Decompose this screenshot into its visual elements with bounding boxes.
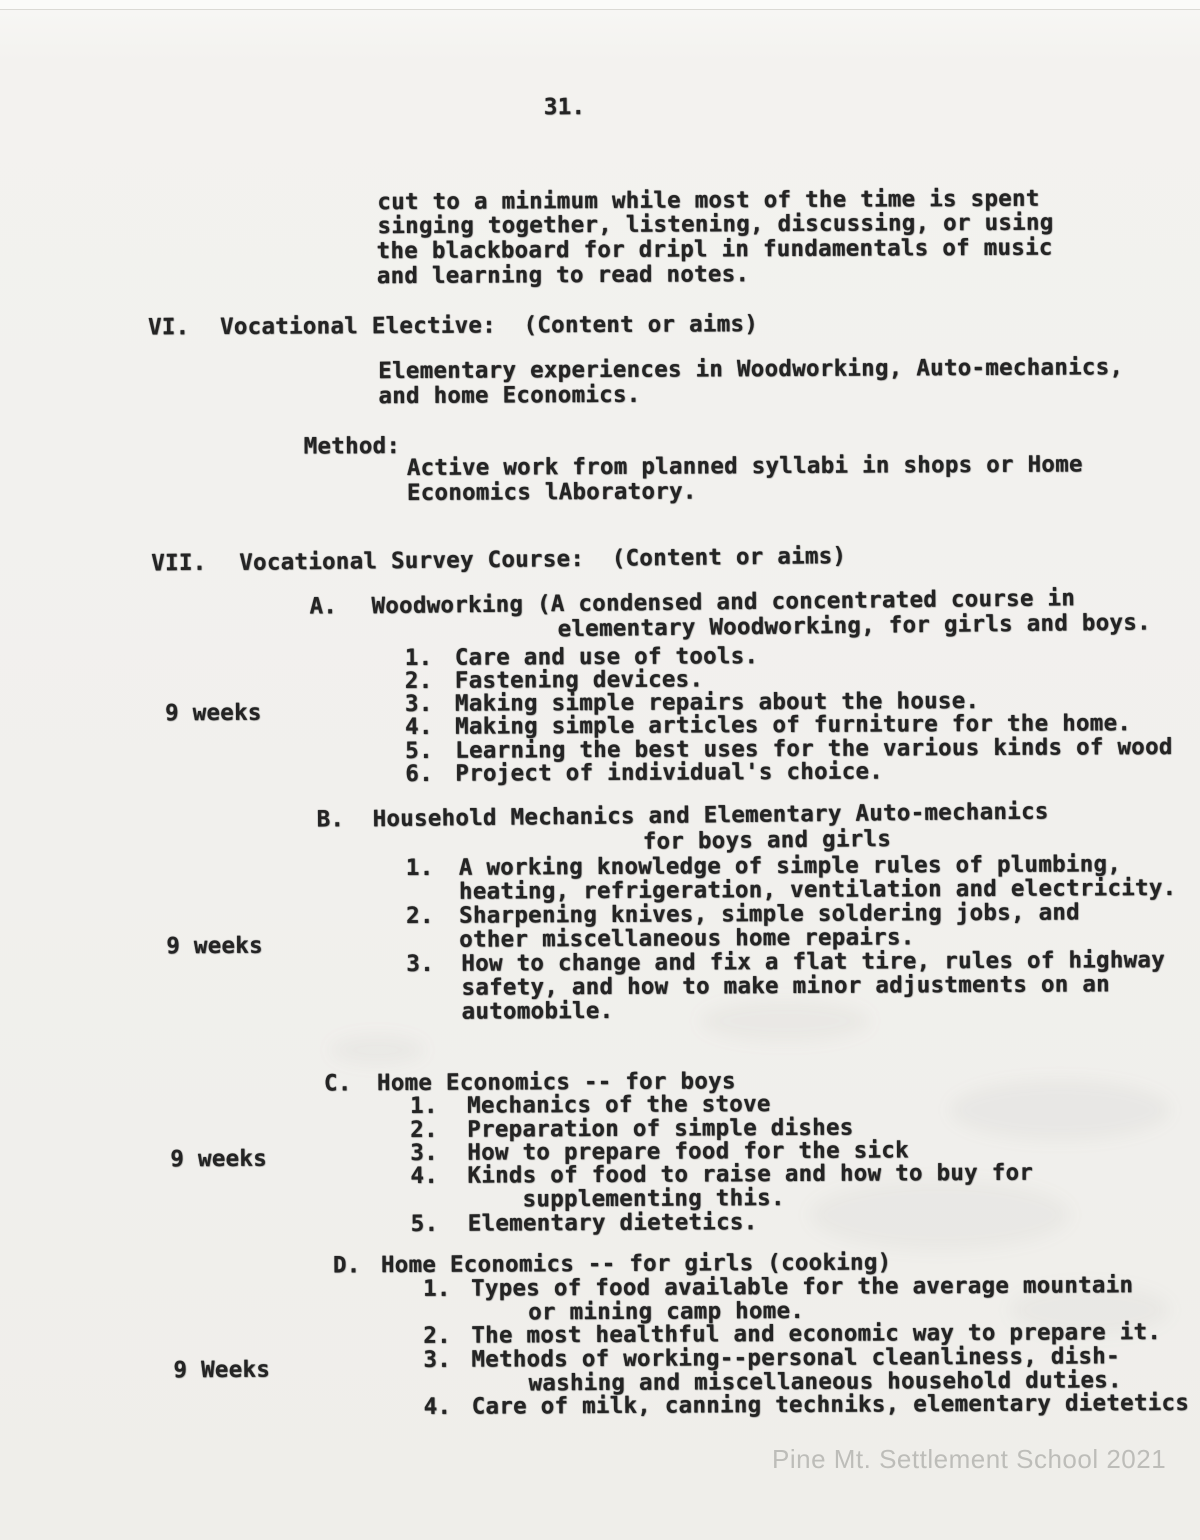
- c-item-4-line-1: Kinds of food to raise and how to buy for: [467, 1159, 1034, 1189]
- c-item-5: Elementary dietetics.: [467, 1209, 758, 1237]
- a-item-4-num: 4.: [405, 713, 433, 741]
- section-vi-numeral: VI.: [147, 314, 190, 341]
- d-item-4: Care of milk, canning techniks, elementary dietetics: [471, 1389, 1190, 1420]
- duration-a: 9 weeks: [164, 699, 262, 727]
- a-item-5-num: 5.: [405, 737, 433, 765]
- subsection-b-heading-2: for boys and girls: [642, 825, 892, 855]
- section-vii-title: Vocational Survey Course: (Content or aims): [239, 543, 847, 576]
- watermark: Pine Mt. Settlement School 2021: [772, 1444, 1167, 1474]
- b-item-1-line-1: A working knowledge of simple rules of plumbing,: [458, 851, 1122, 881]
- subsection-b-heading-1: Household Mechanics and Elementary Auto-mechanics: [372, 798, 1049, 833]
- duration-d: 9 Weeks: [173, 1356, 271, 1384]
- method-line-2: Economics lAboratory.: [406, 478, 697, 507]
- subsection-a-heading-1: Woodworking (A condensed and concentrated course in: [371, 585, 1076, 620]
- a-item-1-num: 1.: [404, 644, 433, 672]
- subsection-d-heading: Home Economics -- for girls (cooking): [380, 1249, 892, 1279]
- c-item-1-num: 1.: [410, 1092, 438, 1119]
- b-item-3-num: 3.: [406, 950, 435, 978]
- d-item-2: The most healthful and economic way to prepare it.: [471, 1319, 1162, 1349]
- c-item-4-num: 4.: [410, 1162, 439, 1189]
- intro-line-1: cut to a minimum while most of the time is spent: [377, 185, 1040, 216]
- a-item-6-num: 6.: [405, 760, 434, 788]
- c-item-1: Mechanics of the stove: [467, 1091, 771, 1119]
- c-item-3: How to prepare food for the sick: [467, 1137, 909, 1166]
- a-item-4: Making simple articles of furniture for the home.: [455, 710, 1132, 740]
- b-item-3-line-3: automobile.: [461, 997, 614, 1025]
- a-item-2-num: 2.: [404, 667, 433, 695]
- d-item-3-line-1: Methods of working--personal cleanliness, dish-: [471, 1343, 1120, 1373]
- b-item-2-line-2: other miscellaneous home repairs.: [459, 924, 915, 953]
- c-item-4-line-2: supplementing this.: [522, 1185, 785, 1213]
- b-item-3-line-1: How to change and fix a flat tire, rules of highway: [461, 947, 1166, 977]
- intro-line-4: and learning to read notes.: [376, 261, 750, 290]
- method-label: Method:: [303, 433, 401, 460]
- d-item-4-num: 4.: [423, 1393, 452, 1420]
- subsection-d-letter: D.: [332, 1252, 361, 1279]
- c-item-2-num: 2.: [410, 1116, 438, 1143]
- section-vii-numeral: VII.: [151, 549, 207, 577]
- subsection-c-heading: Home Economics -- for boys: [376, 1068, 736, 1097]
- intro-line-2: singing together, listening, discussing, or using: [377, 209, 1054, 240]
- c-item-3-num: 3.: [410, 1139, 439, 1166]
- a-item-1: Care and use of tools.: [454, 643, 759, 671]
- b-item-1-num: 1.: [405, 854, 434, 882]
- b-item-2-num: 2.: [406, 902, 434, 930]
- subsection-a-letter: A.: [309, 593, 338, 620]
- a-item-6: Project of individual's choice.: [455, 758, 884, 787]
- c-item-5-num: 5.: [410, 1210, 439, 1237]
- c-item-2: Preparation of simple dishes: [467, 1114, 854, 1143]
- subsection-c-letter: C.: [323, 1070, 352, 1097]
- subsection-a-heading-2: elementary Woodworking, for girls and boys.: [557, 609, 1151, 643]
- a-item-3: Making simple repairs about the house.: [454, 688, 980, 717]
- b-item-1-line-2: heating, refrigeration, ventilation and electricity.: [458, 874, 1177, 905]
- duration-c: 9 weeks: [170, 1145, 268, 1173]
- d-item-3-line-2: washing and miscellaneous household duties.: [528, 1367, 1122, 1397]
- a-item-2: Fastening devices.: [454, 666, 704, 694]
- duration-b: 9 weeks: [166, 932, 263, 960]
- d-item-1-num: 1.: [423, 1275, 451, 1302]
- section-vi-body-1: Elementary experiences in Woodworking, Auto-mechanics,: [378, 354, 1124, 385]
- method-line-1: Active work from planned syllabi in shops or Home: [406, 451, 1083, 482]
- section-vi-body-2: and home Economics.: [378, 381, 641, 410]
- section-vi-title: Vocational Elective: (Content or aims): [219, 311, 759, 340]
- b-item-3-line-2: safety, and how to make minor adjustments on an: [461, 971, 1110, 1001]
- d-item-3-num: 3.: [423, 1346, 452, 1373]
- intro-line-3: the blackboard for dripl in fundamentals of music: [376, 234, 1053, 265]
- a-item-3-num: 3.: [404, 690, 433, 718]
- b-item-2-line-1: Sharpening knives, simple soldering jobs, and: [459, 899, 1081, 929]
- page-number: 31.: [543, 94, 586, 121]
- d-item-2-num: 2.: [423, 1322, 451, 1349]
- subsection-b-letter: B.: [316, 806, 345, 833]
- d-item-1-line-1: Types of food available for the average mountain: [471, 1272, 1134, 1302]
- a-item-5: Learning the best uses for the various kinds of wood: [455, 734, 1173, 764]
- d-item-1-line-2: or mining camp home.: [528, 1297, 805, 1326]
